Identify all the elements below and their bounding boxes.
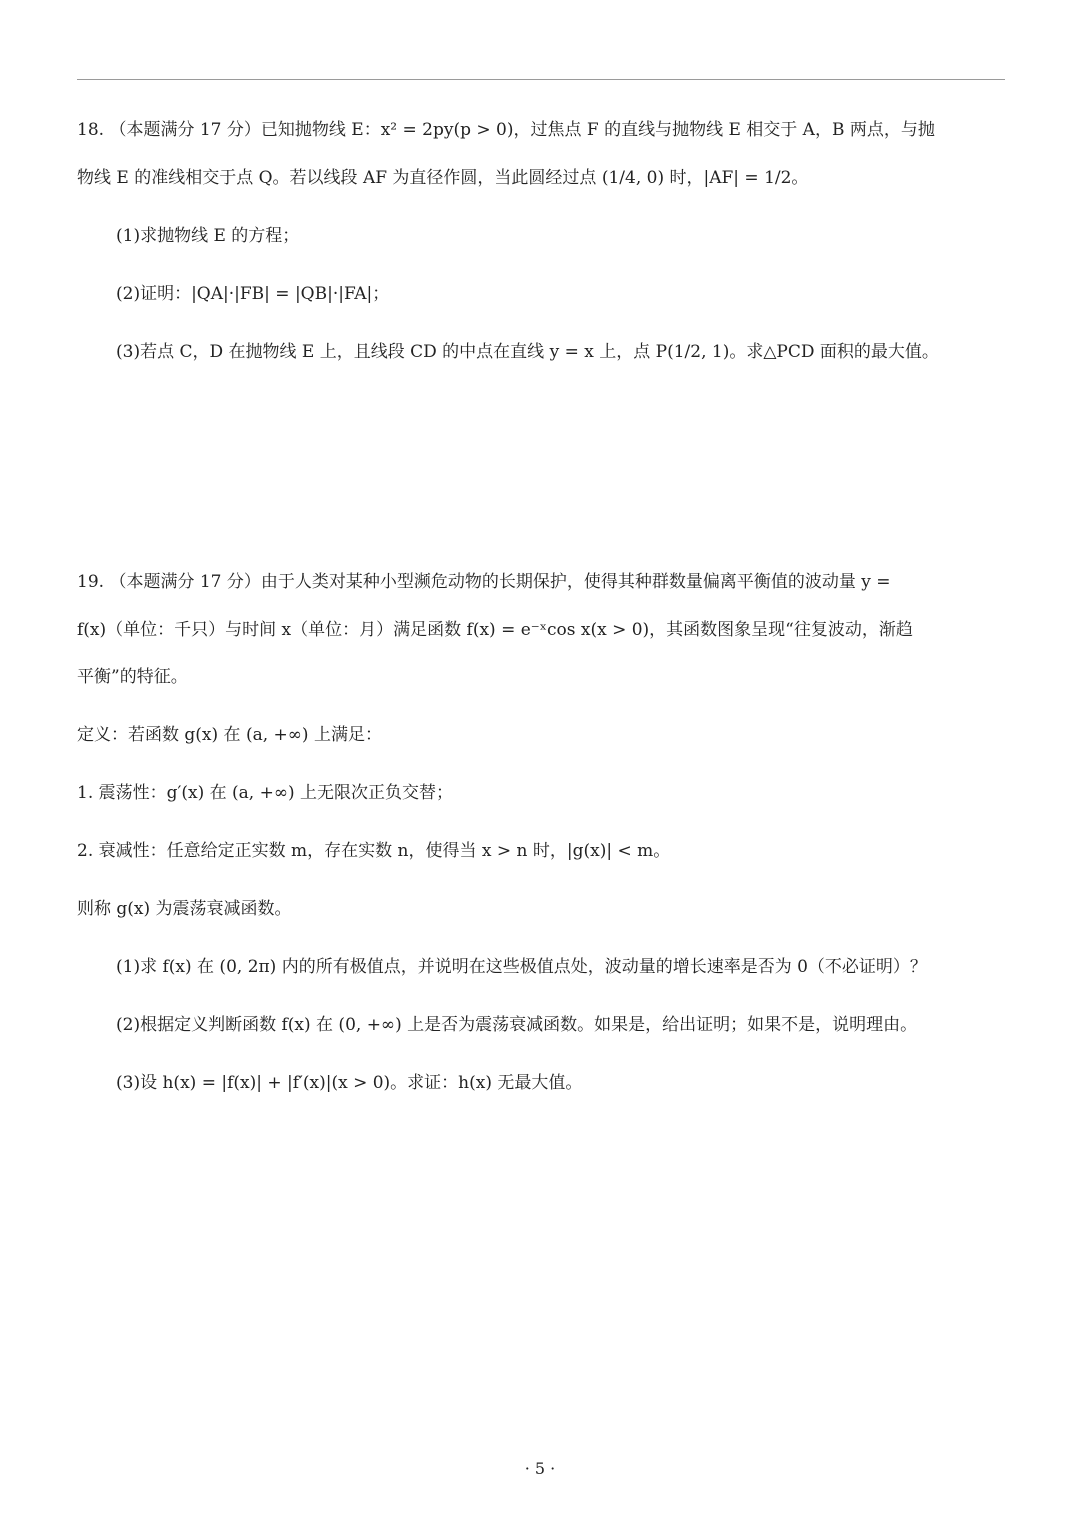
problem-19-line-3: 平衡”的特征。 [77,667,188,687]
top-rule [77,79,1005,80]
problem-19-part-3: (3)设 h(x) = |f(x)| + |f′(x)|(x > 0)。求证：h(x) 无最大值。 [116,1073,583,1093]
problem-18-line-1: 18. （本题满分 17 分）已知抛物线 E：x² = 2py(p > 0)，过焦点 F 的直线与抛物线 E 相交于 A，B 两点，与抛 [77,120,935,140]
problem-19-line-2: f(x)（单位：千只）与时间 x（单位：月）满足函数 f(x) = e⁻ˣcos x(x > 0)，其函数图象呈现“往复波动，渐趋 [77,620,913,640]
problem-18-part-1: (1)求抛物线 E 的方程； [116,226,300,246]
page-number: · 5 · [524,1459,556,1478]
problem-19-item-2: 2. 衰减性：任意给定正实数 m，存在实数 n，使得当 x > n 时，|g(x)| < m。 [77,841,671,861]
problem-18-part-3: (3)若点 C，D 在抛物线 E 上，且线段 CD 的中点在直线 y = x 上，点 P(1/2, 1)。求△PCD 面积的最大值。 [116,342,939,362]
problem-19-line-1: 19. （本题满分 17 分）由于人类对某种小型濒危动物的长期保护，使得其种群数量偏离平衡值的波动量 y = [77,572,891,592]
problem-19-part-2: (2)根据定义判断函数 f(x) 在 (0, +∞) 上是否为震荡衰减函数。如果是，给出证明；如果不是，说明理由。 [116,1015,918,1035]
problem-19-conclusion: 则称 g(x) 为震荡衰减函数。 [77,899,292,919]
problem-19-definition: 定义：若函数 g(x) 在 (a, +∞) 上满足： [77,725,382,745]
problem-18-part-2: (2)证明：|QA|·|FB| = |QB|·|FA|； [116,284,390,304]
problem-18-line-2: 物线 E 的准线相交于点 Q。若以线段 AF 为直径作圆，当此圆经过点 (1/4, 0) 时，|AF| = 1/2。 [77,168,809,188]
problem-19-item-1: 1. 震荡性：g′(x) 在 (a, +∞) 上无限次正负交替； [77,783,454,803]
problem-19-part-1: (1)求 f(x) 在 (0, 2π) 内的所有极值点，并说明在这些极值点处，波动量的增长速率是否为 0（不必证明）？ [116,957,927,977]
